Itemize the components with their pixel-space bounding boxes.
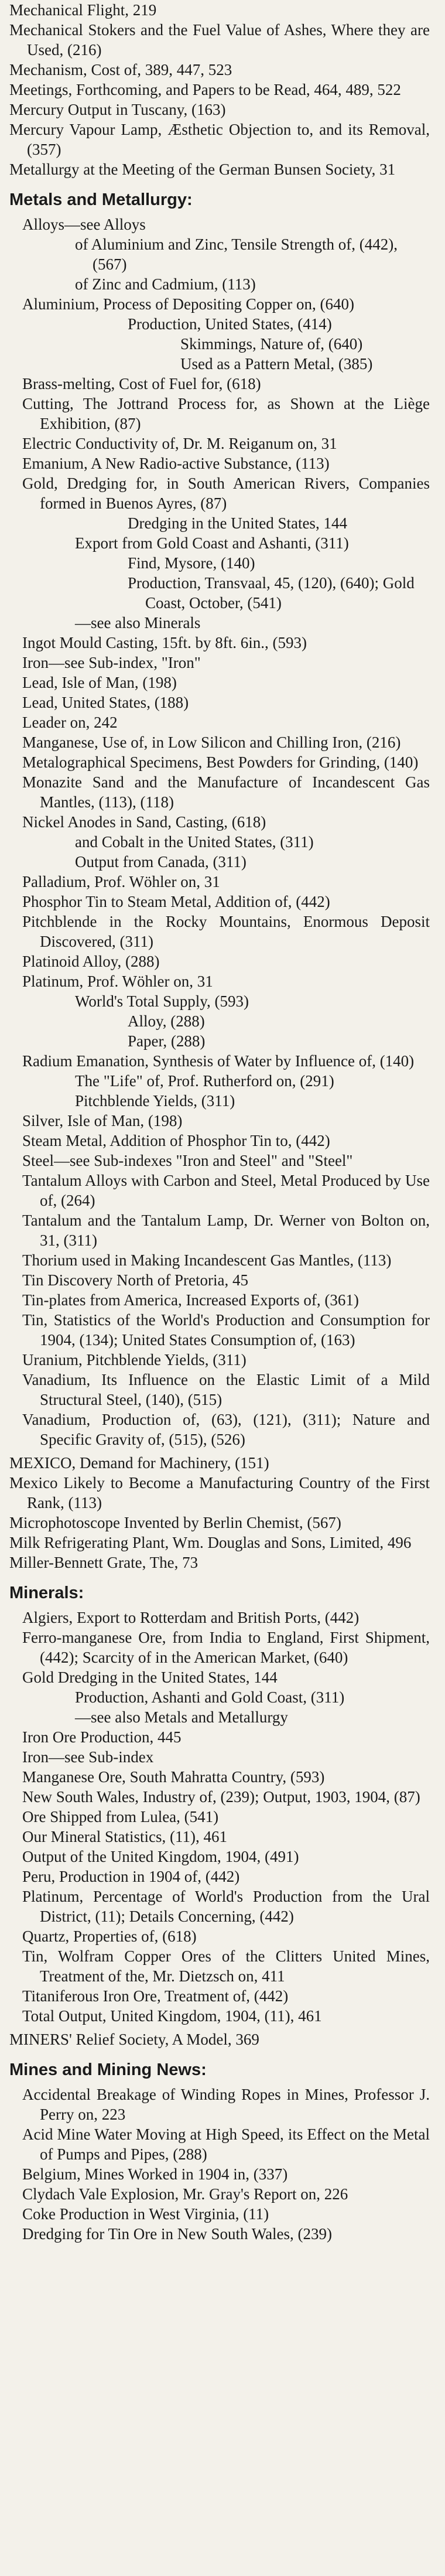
index-entry: Gold, Dredging for, in South American Rivers, Companies formed in Buenos Ayres, (87) (22, 475, 430, 512)
index-subentry: —see also Minerals (75, 614, 201, 632)
index-entry: Output of the United Kingdom, 1904, (491) (22, 1848, 299, 1865)
index-entry: Iron—see Sub-index (22, 1748, 154, 1766)
index-entry: Coke Production in West Virginia, (11) (22, 2205, 269, 2223)
index-entry: MINERS' Relief Society, A Model, 369 (9, 2031, 259, 2048)
index-entry: Phosphor Tin to Steam Metal, Addition of, (442) (22, 893, 330, 910)
index-entry: Pitchblende in the Rocky Mountains, Enormous Deposit Discovered, (311) (22, 913, 430, 950)
index-entry: Titaniferous Iron Ore, Treatment of, (442) (22, 1987, 289, 2005)
index-entry: Total Output, United Kingdom, 1904, (11), 461 (22, 2007, 322, 2025)
index-entry: Mercury Output in Tuscany, (163) (9, 101, 226, 118)
index-entry: Ferro-manganese Ore, from India to England, First Shipment, (442); Scarcity of in the American Market, (640) (22, 1629, 430, 1666)
index-entry: Nickel Anodes in Sand, Casting, (618) (22, 813, 266, 831)
metals-heading: Metals and Metallurgy: (9, 190, 193, 209)
index-entry: Steam Metal, Addition of Phosphor Tin to, (442) (22, 1132, 330, 1149)
index-entry: Metallurgy at the Meeting of the German Bunsen Society, 31 (9, 161, 396, 178)
index-entry: Leader on, 242 (22, 714, 118, 731)
index-entry: Clydach Vale Explosion, Mr. Gray's Report on, 226 (22, 2185, 348, 2203)
index-entry: Mercury Vapour Lamp, Æsthetic Objection to, and its Removal, (357) (9, 121, 430, 158)
index-entry: Aluminium, Process of Depositing Copper on, (640) (22, 295, 354, 313)
index-entry: Manganese Ore, South Mahratta Country, (593) (22, 1768, 325, 1786)
index-entry: Mechanism, Cost of, 389, 447, 523 (9, 61, 232, 79)
minerals-heading: Minerals: (9, 1584, 84, 1602)
index-entry: Silver, Isle of Man, (198) (22, 1112, 183, 1130)
index-entry: Tin-plates from America, Increased Exports of, (361) (22, 1291, 359, 1309)
index-entry: Monazite Sand and the Manufacture of Incandescent Gas Mantles, (113), (118) (22, 773, 430, 811)
index-entry: Tin, Wolfram Copper Ores of the Clitters United Mines, Treatment of the, Mr. Dietzsch on, 411 (22, 1947, 430, 1985)
index-subentry: Find, Mysore, (140) (128, 554, 255, 572)
mines-heading: Mines and Mining News: (9, 2060, 207, 2079)
minerals-entries (22, 1608, 430, 2026)
index-entry: Mechanical Flight, 219 (9, 1, 157, 19)
top-entries (9, 0, 430, 179)
index-entry: Mexico Likely to Become a Manufacturing Country of the First Rank, (113) (9, 1474, 430, 1512)
index-entry: Quartz, Properties of, (618) (22, 1927, 197, 1945)
index-subentry: and Cobalt in the United States, (311) (75, 833, 314, 851)
index-entry: Iron—see Sub-index, "Iron" (22, 654, 201, 671)
index-entry: Manganese, Use of, in Low Silicon and Chilling Iron, (216) (22, 733, 401, 751)
index-entry: Palladium, Prof. Wöhler on, 31 (22, 873, 220, 890)
index-subentry: Pitchblende Yields, (311) (75, 1092, 235, 1110)
index-entry: Tantalum and the Tantalum Lamp, Dr. Werner von Bolton on, 31, (311) (22, 1212, 430, 1249)
index-entry: Meetings, Forthcoming, and Papers to be Read, 464, 489, 522 (9, 81, 401, 98)
index-subentry: Dredging in the United States, 144 (128, 514, 347, 532)
index-entry: Platinum, Prof. Wöhler on, 31 (22, 973, 213, 990)
index-entry: Vanadium, Its Influence on the Elastic Limit of a Mild Structural Steel, (140), (515) (22, 1371, 430, 1408)
index-entry: Alloys—see Alloys (22, 216, 146, 233)
index-entry: Tantalum Alloys with Carbon and Steel, Metal Produced by Use of, (264) (22, 1172, 430, 1209)
index-subentry: Production, Ashanti and Gold Coast, (311) (75, 1688, 345, 1706)
metals-entries (22, 214, 430, 1449)
index-entry: Microphotoscope Invented by Berlin Chemist, (567) (9, 1514, 341, 1531)
index-entry: Iron Ore Production, 445 (22, 1728, 182, 1746)
index-entry: Steel—see Sub-indexes "Iron and Steel" and "Steel" (22, 1152, 353, 1169)
index-subentry: Output from Canada, (311) (75, 853, 247, 871)
index-entry: Thorium used in Making Incandescent Gas Mantles, (113) (22, 1251, 392, 1269)
index-entry: Gold Dredging in the United States, 144 (22, 1669, 278, 1686)
index-subentry: —see also Metals and Metallurgy (75, 1708, 288, 1726)
index-entry: Metalographical Specimens, Best Powders for Grinding, (140) (22, 753, 419, 771)
index-entry: Lead, Isle of Man, (198) (22, 674, 177, 691)
index-entry: Radium Emanation, Synthesis of Water by Influence of, (140) (22, 1052, 415, 1070)
index-entry: Dredging for Tin Ore in New South Wales, (239) (22, 2225, 333, 2243)
index-entry: MEXICO, Demand for Machinery, (151) (9, 1454, 269, 1472)
index-entry: Brass-melting, Cost of Fuel for, (618) (22, 375, 261, 393)
mines-entries (22, 2084, 430, 2244)
index-subentry: Production, Transvaal, 45, (120), (640); Gold Coast, October, (541) (128, 574, 415, 612)
index-entry: Uranium, Pitchblende Yields, (311) (22, 1351, 247, 1369)
index-entry: Electric Conductivity of, Dr. M. Reiganum on, 31 (22, 435, 337, 452)
index-subentry: Paper, (288) (128, 1032, 206, 1050)
index-entry: New South Wales, Industry of, (239); Output, 1903, 1904, (87) (22, 1788, 420, 1806)
index-subentry: Production, United States, (414) (128, 315, 332, 333)
middle-entries (9, 1453, 430, 1572)
index-subentry: World's Total Supply, (593) (75, 992, 249, 1010)
index-entry: Cutting, The Jottrand Process for, as Shown at the Liège Exhibition, (87) (22, 395, 430, 432)
index-entry: Mechanical Stokers and the Fuel Value of Ashes, Where they are Used, (216) (9, 21, 430, 59)
index-entry: Peru, Production in 1904 of, (442) (22, 1868, 240, 1885)
index-entry: Our Mineral Statistics, (11), 461 (22, 1828, 227, 1845)
index-subentry: Skimmings, Nature of, (640) (180, 335, 363, 353)
index-entry: Milk Refrigerating Plant, Wm. Douglas and Sons, Limited, 496 (9, 1534, 412, 1551)
index-entry: Tin Discovery North of Pretoria, 45 (22, 1271, 248, 1289)
index-entry: Platinoid Alloy, (288) (22, 953, 160, 970)
index-subentry: of Zinc and Cadmium, (113) (75, 275, 256, 293)
index-entry: Acid Mine Water Moving at High Speed, its Effect on the Metal of Pumps and Pipes, (288) (22, 2125, 430, 2163)
index-entry: Vanadium, Production of, (63), (121), (311); Nature and Specific Gravity of, (515), (526) (22, 1411, 430, 1448)
index-subentry: of Aluminium and Zinc, Tensile Strength of, (442), (567) (75, 236, 398, 273)
index-subentry: The "Life" of, Prof. Rutherford on, (291) (75, 1072, 334, 1090)
miners-entries (9, 2029, 430, 2049)
index-subentry: Alloy, (288) (128, 1012, 205, 1030)
index-subentry: Export from Gold Coast and Ashanti, (311) (75, 534, 349, 552)
index-entry: Belgium, Mines Worked in 1904 in, (337) (22, 2165, 288, 2183)
index-entry: Algiers, Export to Rotterdam and British Ports, (442) (22, 1609, 360, 1626)
index-entry: Lead, United States, (188) (22, 694, 189, 711)
index-entry: Miller-Bennett Grate, The, 73 (9, 1554, 198, 1571)
index-entry: Accidental Breakage of Winding Ropes in Mines, Professor J. Perry on, 223 (22, 2086, 430, 2123)
index-entry: Tin, Statistics of the World's Production and Consumption for 1904, (134); United States Consumption of, (163) (22, 1311, 430, 1349)
index-entry: Ore Shipped from Lulea, (541) (22, 1808, 219, 1826)
index-entry: Ingot Mould Casting, 15ft. by 8ft. 6in., (593) (22, 634, 307, 651)
index-entry: Platinum, Percentage of World's Production from the Ural District, (11); Details Concerning, (442) (22, 1888, 430, 1925)
index-entry: Emanium, A New Radio-active Substance, (113) (22, 455, 330, 472)
index-subentry: Used as a Pattern Metal, (385) (180, 355, 373, 373)
